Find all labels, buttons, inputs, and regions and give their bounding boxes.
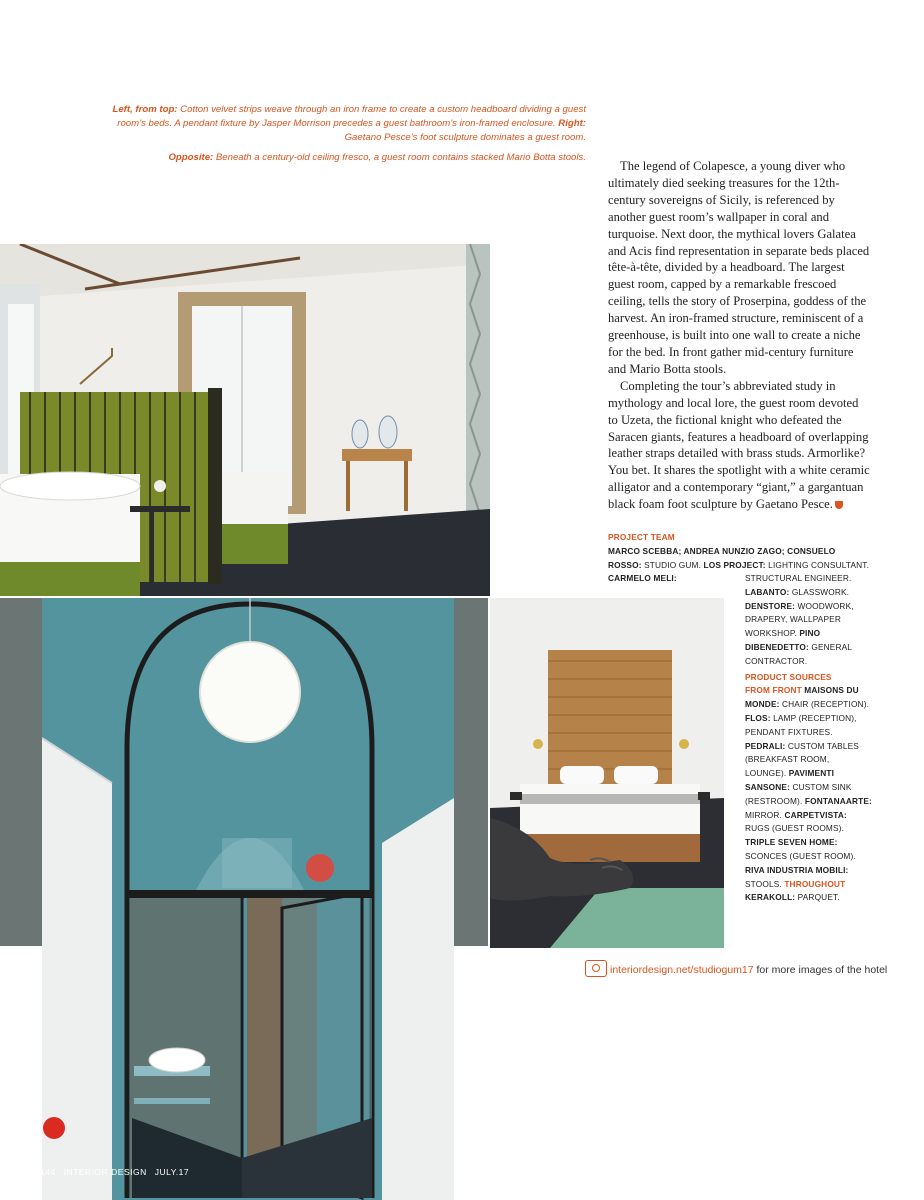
web-link-text: for more images of the hotel — [753, 964, 888, 976]
photo-bathroom-blue — [42, 598, 454, 1200]
gray-panel-middle — [454, 598, 488, 946]
magazine-name: INTERIOR DESIGN — [63, 1167, 147, 1177]
gray-panel-left — [0, 598, 42, 946]
bedroom-illustration — [0, 244, 490, 596]
photo-bedroom-foot-sculpture — [490, 598, 724, 948]
photo-caption — [100, 103, 586, 171]
project-team-text: MARCO SCEBBA; ANDREA NUNZIO ZAGO; CONSUELO ROSSO: STUDIO GUM. LOS PROJECT: LIGHTING CONSULTANT. CARMELO MELI: — [608, 545, 870, 584]
body-paragraph-1: The legend of Colapesce, a young diver who ultimately died seeking treasures for the 12th-century sovereigns of Sicily, is referenced by another guest room’s wallpaper in coral and turquoise. Next door, the mythical lovers Galatea and Acis find representation in separate beds placed tête-à-tête, divided by a headboard. The largest guest room, capped by a remarkable frescoed ceiling, tells the story of Proserpina, goddess of the harvest. An iron-framed structure, reminiscent of a greenhouse, is built into one wall to create a niche for the bed. In front gather mid-century furniture and Mario Botta stools. — [608, 159, 870, 376]
product-sources-text: FROM FRONT MAISONS DU MONDE: CHAIR (RECEPTION). FLOS: LAMP (RECEPTION), PENDANT FIXTURES. PEDRALI: CUSTOM TABLES (BREAKFAST ROOM, LOUNGE). PAVIMENTI SANSONE: CUSTOM SINK (RESTROOM). FONTANAARTE: MIRROR. CARPETVISTA: RUGS (GUEST ROOMS). TRIPLE SEVEN HOME: SCONCES (GUEST ROOM). RIVA INDUSTRIA MOBILI: STOOLS. THROUGHOUT KERAKOLL: PARQUET. — [745, 685, 872, 903]
foot-sculpture-illustration — [490, 598, 724, 948]
project-team-heading: PROJECT TEAM — [608, 532, 675, 542]
product-sources-heading: PRODUCT SOURCES — [745, 671, 832, 682]
caption-paragraph-1: Left, from top: Cotton velvet strips weave through an iron frame to create a custom headboard dividing a guest room’s beds. A pendant fixture by Jasper Morrison precedes a guest bathroom’s iron-framed enclosure. Right: Gaetano Pesce’s foot sculpture dominates a guest room. — [112, 104, 586, 143]
credits-block-narrow — [745, 572, 873, 905]
web-link[interactable] — [585, 960, 887, 977]
caption-paragraph-2: Opposite: Beneath a century-old ceiling fresco, a guest room contains stacked Mario Botta stools. — [168, 152, 586, 163]
end-mark-icon — [835, 501, 843, 509]
web-link-url[interactable]: interiordesign.net/studiogum17 — [610, 964, 754, 976]
camera-icon — [585, 960, 607, 977]
article-body — [608, 158, 870, 513]
body-paragraph-2: Completing the tour’s abbreviated study in mythology and local lore, the guest room devoted to Uzeta, the fictional knight who defeated the Saracen giants, features a headboard of overlapping leather straps detailed with brass studs. Armorlike? You bet. It shares the spotlight with a white ceramic alligator and a contemporary “giant,” a gargantuan black foam foot sculpture by Gaetano Pesce. — [608, 378, 870, 512]
issue-date: JULY.17 — [154, 1167, 190, 1177]
folio — [40, 1167, 197, 1177]
photo-bedroom-green-headboard — [0, 244, 490, 596]
project-team-text-continued: STRUCTURAL ENGINEER. LABANTO: GLASSWORK. DENSTORE: WOODWORK, DRAPERY, WALLPAPER WORKSHOP. PINO DIBENEDETTO: GENERAL CONTRACTOR. — [745, 573, 854, 666]
page-number: 144 — [40, 1167, 56, 1177]
bathroom-illustration — [42, 598, 454, 1200]
